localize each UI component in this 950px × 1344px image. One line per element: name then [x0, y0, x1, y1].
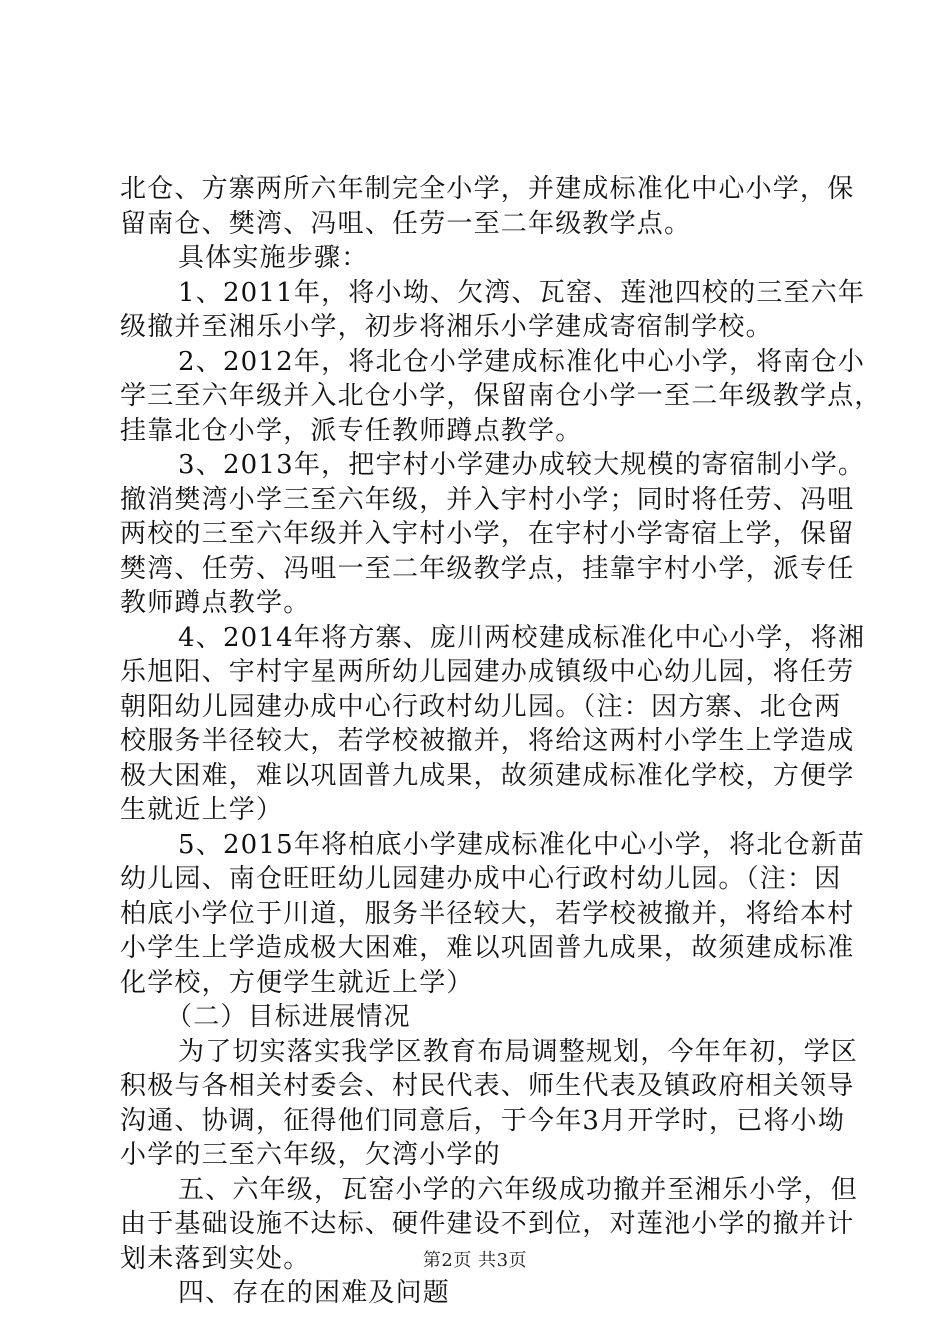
text-line: 朝阳幼儿园建办成中心行政村幼儿园。（注：因方寨、北仓两 — [120, 691, 842, 722]
text-line: 乐旭阳、宇村宇星两所幼儿园建办成镇级中心幼儿园，将任劳 — [120, 657, 855, 687]
text-line: 樊湾、任劳、冯咀一至二年级教学点，挂靠宇村小学，派专任 — [120, 553, 855, 584]
text-line: 5、2015年将柏底小学建成标准化中心小学，将北仓新苗 — [178, 829, 866, 860]
text-line: 4、2014年将方寨、庞川两校建成标准化中心小学，将湘 — [178, 622, 866, 653]
text-line: 幼儿园、南仓旺旺幼儿园建办成中心行政村幼儿园。（注：因 — [120, 864, 842, 894]
text-line: 教师蹲点教学。 — [120, 588, 311, 618]
text-line: 柏底小学位于川道，服务半径较大，若学校被撤并，将给本村 — [120, 898, 855, 929]
text-line: 极大困难，难以巩固普九成果，故须建成标准化学校，方便学 — [120, 760, 855, 791]
text-line: 3、2013年，把宇村小学建办成较大规模的寄宿制小学。 — [178, 450, 866, 480]
text-line: 生就近上学） — [120, 795, 284, 825]
text-line: 两校的三至六年级并入宇村小学，在宇村小学寄宿上学，保留 — [120, 519, 855, 549]
text-line: 撤消樊湾小学三至六年级，并入宇村小学；同时将任劳、冯咀 — [120, 484, 855, 515]
text-line: 沟通、协调，征得他们同意后，于今年3月开学时，已将小坳 — [120, 1105, 845, 1136]
text-line: 具体实施步骤： — [178, 243, 369, 273]
text-line: 五、六年级，瓦窑小学的六年级成功撤并至湘乐小学，但 — [178, 1174, 859, 1205]
text-line: 小学的三至六年级，欠湾小学的 — [120, 1140, 501, 1170]
text-line: 2、2012年，将北仓小学建成标准化中心小学，将南仓小 — [178, 346, 866, 377]
text-line: 由于基础设施不达标、硬件建设不到位，对莲池小学的撤并计 — [120, 1209, 855, 1239]
text-line: 积极与各相关村委会、村民代表、师生代表及镇政府相关领导 — [120, 1071, 855, 1101]
text-line: 留南仓、樊湾、冯咀、任劳一至二年级教学点。 — [120, 208, 692, 239]
text-line: 学三至六年级并入北仓小学，保留南仓小学一至二年级教学点， — [120, 381, 882, 411]
text-line: 级撤并至湘乐小学，初步将湘乐小学建成寄宿制学校。 — [120, 312, 773, 342]
section-heading: 四、存在的困难及问题 — [178, 1278, 451, 1308]
text-line: 北仓、方寨两所六年制完全小学，并建成标准化中心小学，保 — [120, 174, 855, 204]
text-line: 挂靠北仓小学，派专任教师蹲点教学。 — [120, 415, 583, 446]
text-line: 划未落到实处。 — [120, 1243, 311, 1274]
text-line: 小学生上学造成极大困难，难以巩固普九成果，故须建成标准 — [120, 933, 855, 963]
page-number-footer: 第2页 共3页 — [422, 1250, 528, 1271]
text-line: 化学校，方便学生就近上学） — [120, 967, 474, 998]
text-line: 为了切实落实我学区教育布局调整规划，今年年初，学区 — [178, 1036, 859, 1067]
text-line: 1、2011年，将小坳、欠湾、瓦窑、莲池四校的三至六年 — [178, 277, 866, 308]
document-body — [120, 172, 882, 1311]
text-line: 校服务半径较大，若学校被撤并，将给这两村小学生上学造成 — [120, 726, 855, 756]
section-heading: （二）目标进展情况 — [166, 1002, 411, 1032]
